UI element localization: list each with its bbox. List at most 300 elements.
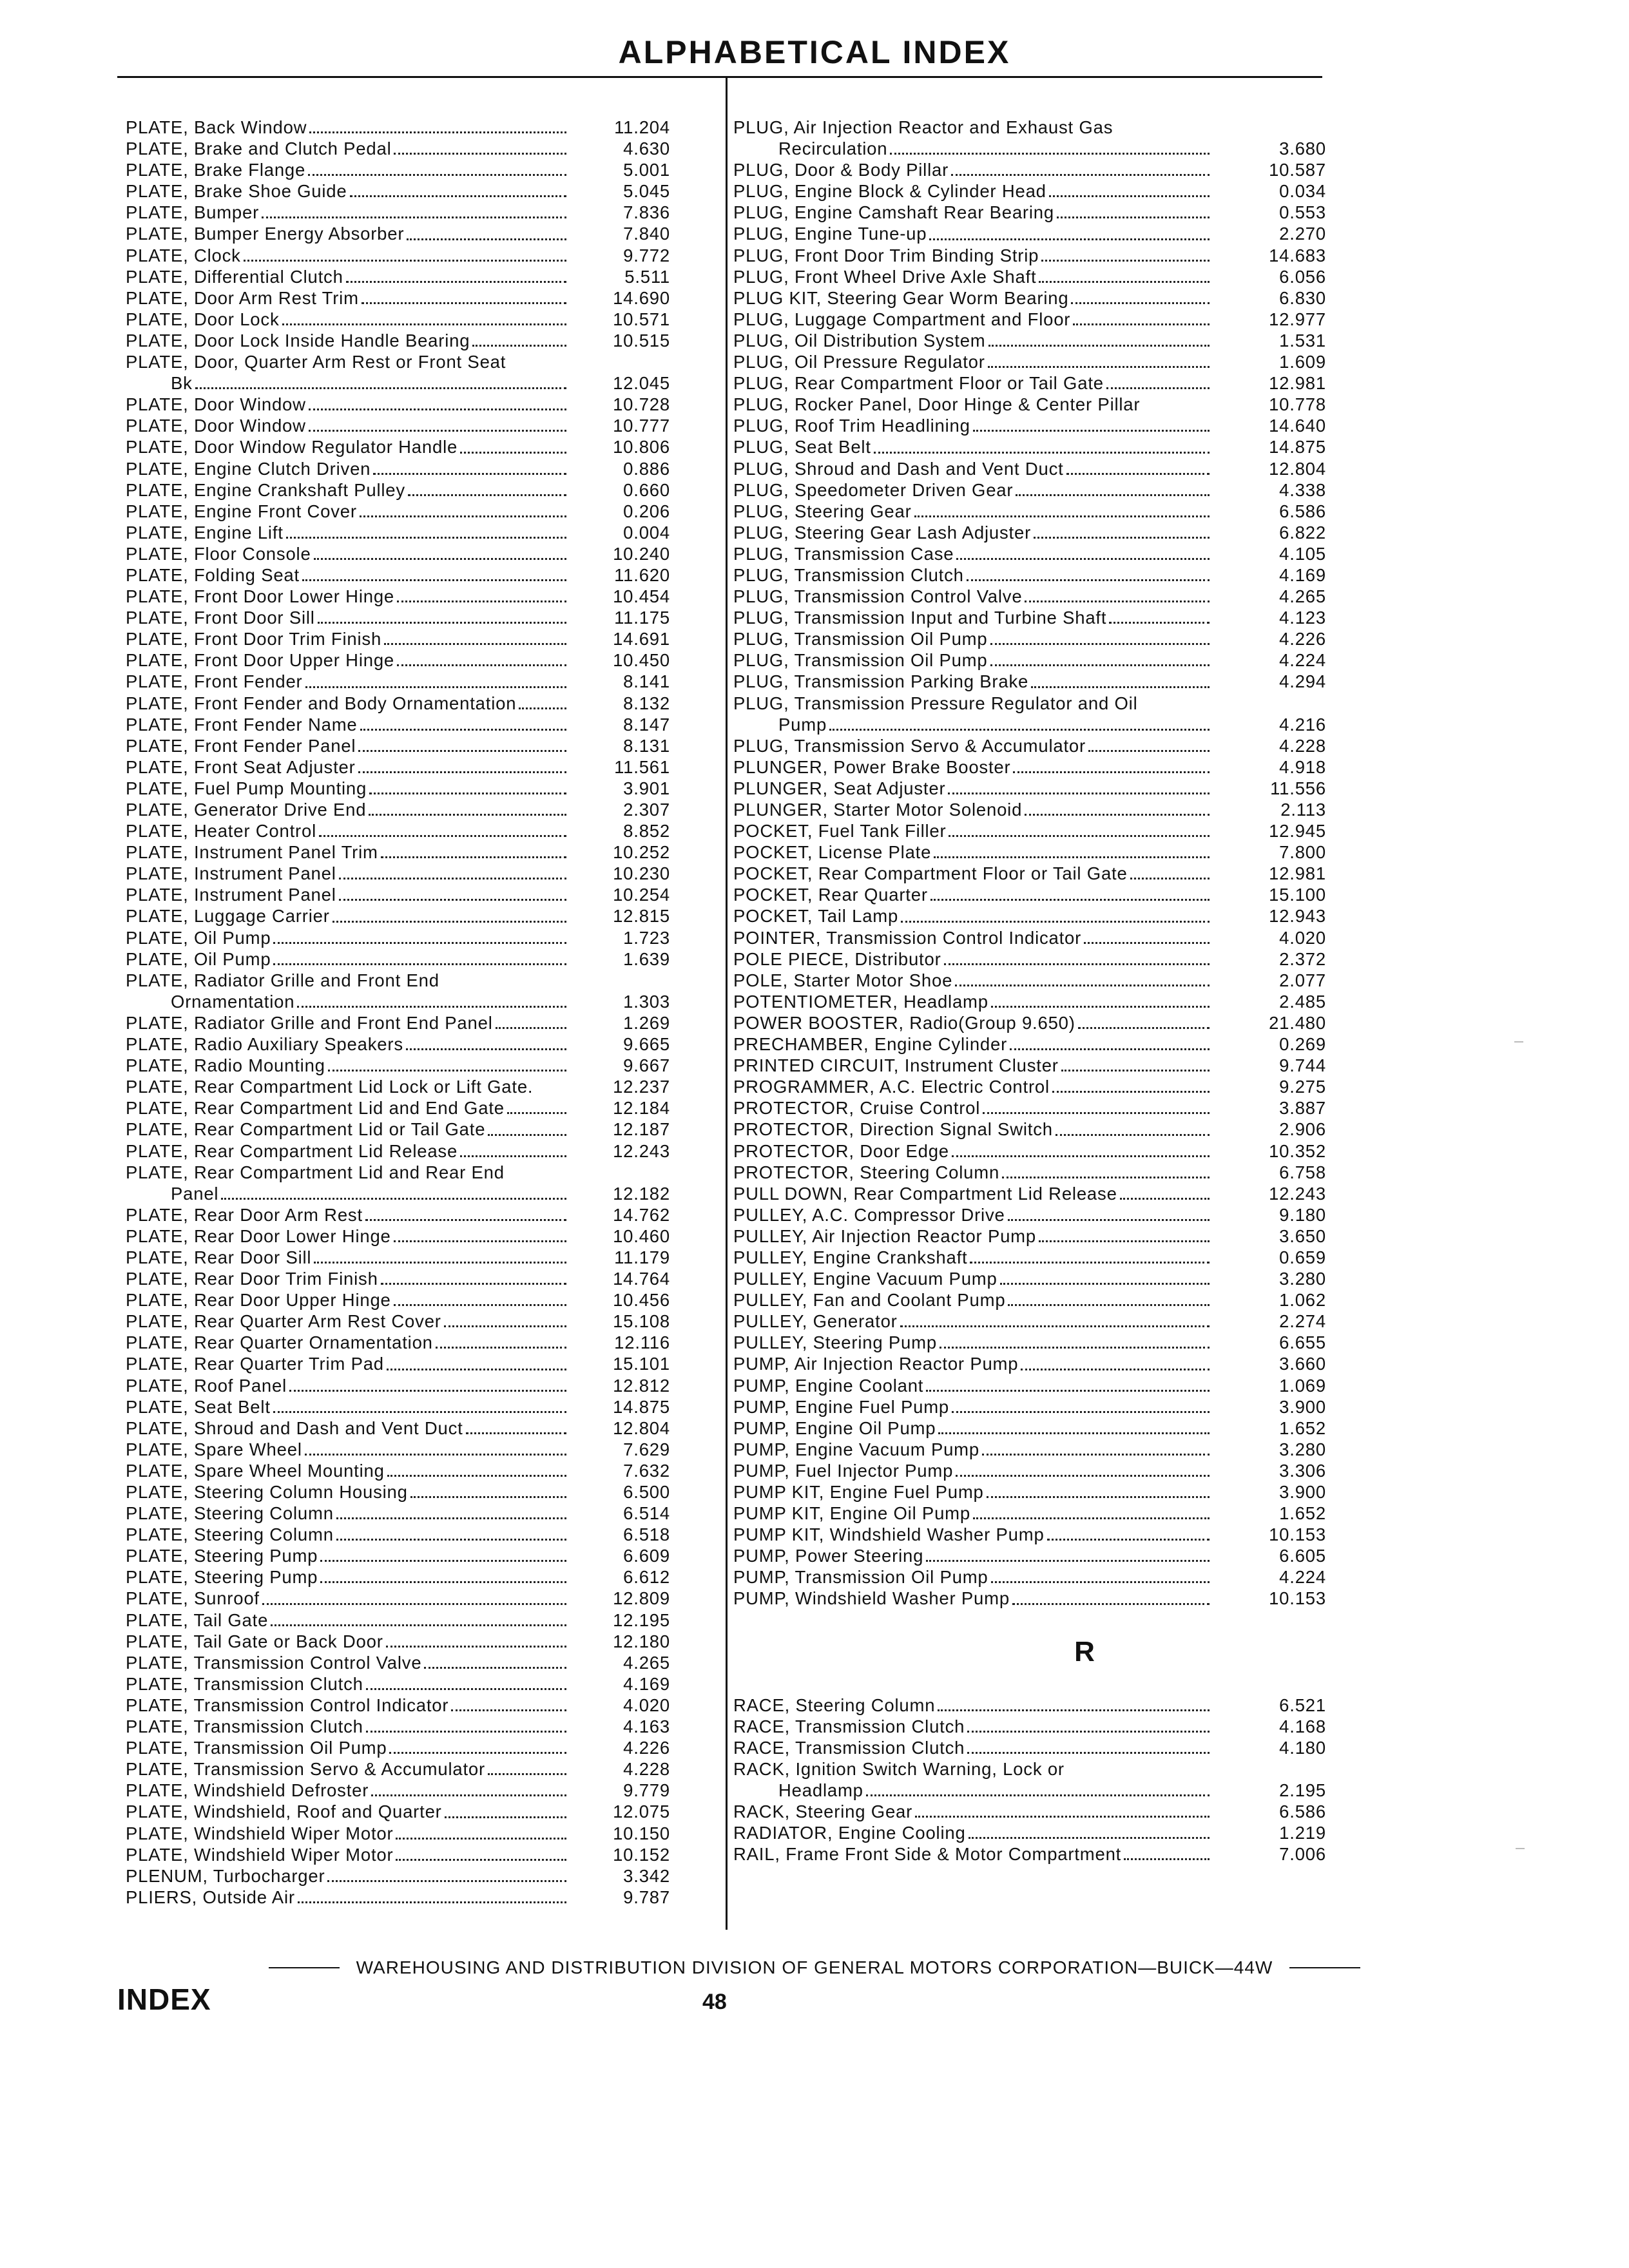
entry-name: PLATE, Door, Quarter Arm Rest or Front Seat xyxy=(126,352,506,372)
entry-reference-number: 15.108 xyxy=(613,1311,670,1332)
entry-name: PLATE, Rear Quarter Trim Pad xyxy=(126,1354,384,1374)
entry-reference-number: 9.665 xyxy=(623,1034,670,1055)
index-entry xyxy=(733,756,1326,778)
dot-leader xyxy=(369,792,566,794)
entry-name: PUMP, Air Injection Reactor Pump xyxy=(733,1354,1019,1374)
index-entry xyxy=(126,1887,670,1908)
entry-reference-number: 4.169 xyxy=(623,1673,670,1694)
entry-reference-number: 12.184 xyxy=(613,1098,670,1119)
entry-name: PUMP KIT, Engine Fuel Pump xyxy=(733,1482,984,1502)
dot-leader xyxy=(915,1815,1210,1818)
entry-name: PLUG, Air Injection Reactor and Exhaust Gas xyxy=(733,117,1113,137)
dot-leader xyxy=(914,515,1210,517)
dot-leader xyxy=(389,1751,566,1754)
index-entry xyxy=(126,1801,670,1822)
entry-reference-number: 11.204 xyxy=(614,117,670,137)
entry-name: PLATE, Rear Compartment Lid and Rear End xyxy=(126,1162,505,1182)
entry-name: PLUG, Luggage Compartment and Floor xyxy=(733,309,1071,329)
entry-name: PLUG, Engine Block & Cylinder Head xyxy=(733,181,1046,202)
entry-name: PLUG, Transmission Clutch xyxy=(733,564,964,585)
index-entry xyxy=(733,970,1326,991)
entry-reference-number: 10.240 xyxy=(613,543,670,564)
entry-reference-number: 3.280 xyxy=(1279,1439,1326,1459)
dot-leader xyxy=(271,1624,566,1626)
entry-reference-number: 2.372 xyxy=(1279,948,1326,969)
entry-name: Recirculation xyxy=(778,139,888,159)
entry-reference-number: 11.179 xyxy=(614,1247,670,1267)
dot-leader xyxy=(221,1197,566,1200)
dot-leader xyxy=(938,1709,1210,1711)
index-entry xyxy=(733,1695,1326,1716)
entry-reference-number: 4.224 xyxy=(1279,1567,1326,1588)
dot-leader xyxy=(1000,1282,1210,1285)
dot-leader xyxy=(327,1879,566,1882)
entry-name: PLATE, Clock xyxy=(126,245,241,265)
entry-name: PLATE, Rear Door Sill xyxy=(126,1247,312,1267)
dot-leader xyxy=(1039,280,1210,283)
entry-reference-number: 0.034 xyxy=(1279,181,1326,202)
footer-section-label: INDEX xyxy=(117,1983,211,2016)
entry-name: POWER BOOSTER, Radio(Group 9.650) xyxy=(733,1012,1075,1033)
entry-name: PLATE, Seat Belt xyxy=(126,1396,271,1417)
index-entry xyxy=(733,1524,1326,1545)
entry-name: PLATE, Transmission Clutch xyxy=(126,1716,363,1737)
dot-leader xyxy=(488,1773,566,1775)
dot-leader xyxy=(955,984,1210,986)
index-entry xyxy=(126,351,670,372)
index-entry xyxy=(733,1268,1326,1289)
index-entry xyxy=(733,586,1326,607)
entry-reference-number: 6.605 xyxy=(1279,1546,1326,1566)
dot-leader xyxy=(901,920,1210,923)
entry-name: PLATE, Brake Shoe Guide xyxy=(126,181,347,202)
index-entry xyxy=(126,1225,670,1247)
dot-leader xyxy=(951,173,1210,176)
index-entry xyxy=(126,245,670,266)
index-entry xyxy=(126,671,670,692)
dot-leader xyxy=(1039,1240,1210,1242)
scan-mark xyxy=(1514,1041,1523,1043)
entry-name: PLATE, Engine Clutch Driven xyxy=(126,458,371,479)
index-entry xyxy=(126,1162,670,1183)
entry-reference-number: 9.772 xyxy=(623,245,670,265)
dot-leader xyxy=(1073,323,1210,325)
dot-leader xyxy=(195,387,566,389)
index-entry xyxy=(733,927,1326,948)
dot-leader xyxy=(991,1005,1210,1008)
dot-leader xyxy=(967,1751,1210,1754)
index-entry xyxy=(126,180,670,202)
entry-name: PRINTED CIRCUIT, Instrument Cluster xyxy=(733,1055,1059,1076)
entry-reference-number: 4.168 xyxy=(1279,1716,1326,1736)
entry-reference-number: 11.556 xyxy=(1270,778,1326,798)
entry-reference-number: 14.875 xyxy=(1269,437,1326,457)
dot-leader xyxy=(445,1816,566,1818)
dot-leader xyxy=(990,642,1210,645)
index-entry xyxy=(126,1033,670,1055)
entry-name: PLUG, Transmission Parking Brake xyxy=(733,671,1029,692)
index-entry xyxy=(733,1055,1326,1076)
entry-name: PLUG, Rocker Panel, Door Hinge & Center Pillar xyxy=(733,394,1141,415)
entry-reference-number: 0.659 xyxy=(1279,1247,1326,1267)
index-entry xyxy=(733,1076,1326,1097)
index-entry xyxy=(126,1758,670,1780)
index-entry xyxy=(733,180,1326,202)
index-entry xyxy=(126,1844,670,1865)
entry-name: PLATE, Front Fender and Body Ornamentation xyxy=(126,693,517,713)
index-entry xyxy=(126,1588,670,1609)
entry-reference-number: 14.691 xyxy=(613,629,670,649)
index-entry xyxy=(126,1247,670,1268)
index-entry xyxy=(126,820,670,841)
entry-name: PROGRAMMER, A.C. Electric Control xyxy=(733,1077,1050,1097)
index-entry xyxy=(126,1353,670,1374)
entry-name: PUMP, Engine Coolant xyxy=(733,1375,924,1396)
entry-reference-number: 4.294 xyxy=(1279,671,1326,692)
index-entry xyxy=(126,756,670,778)
entry-name: PLATE, Instrument Panel xyxy=(126,885,336,905)
index-entry xyxy=(733,991,1326,1012)
entry-reference-number: 4.630 xyxy=(623,139,670,159)
index-entry xyxy=(126,1140,670,1162)
entry-reference-number: 14.640 xyxy=(1269,416,1326,436)
dot-leader xyxy=(952,1155,1210,1157)
entry-reference-number: 6.655 xyxy=(1279,1332,1326,1353)
entry-name: PLATE, Rear Quarter Arm Rest Cover xyxy=(126,1311,441,1332)
index-entry xyxy=(126,458,670,479)
index-entry xyxy=(733,1801,1326,1822)
entry-name: PULLEY, Air Injection Reactor Pump xyxy=(733,1225,1036,1246)
entry-name: PLUG, Transmission Servo & Accumulator xyxy=(733,735,1086,756)
dot-leader xyxy=(1047,1538,1210,1541)
dot-leader xyxy=(890,152,1210,155)
dot-leader xyxy=(952,1410,1210,1413)
plug-pump-entries xyxy=(733,117,1326,1610)
entry-reference-number: 12.804 xyxy=(1269,458,1326,479)
index-entry xyxy=(126,841,670,863)
index-entry xyxy=(126,372,670,394)
index-entry xyxy=(126,266,670,287)
dot-leader xyxy=(451,1709,566,1711)
dot-leader xyxy=(496,1026,566,1029)
entry-name: PLATE, Tail Gate xyxy=(126,1610,269,1630)
entry-name: PLATE, Rear Compartment Lid Lock or Lift Gate. xyxy=(126,1077,534,1097)
dot-leader xyxy=(394,1240,566,1242)
index-entry xyxy=(733,778,1326,799)
index-entry xyxy=(733,330,1326,351)
entry-name: PLATE, Front Door Trim Finish xyxy=(126,629,382,649)
entry-name: PROTECTOR, Cruise Control xyxy=(733,1098,981,1119)
entry-name: PLATE, Windshield, Roof and Quarter xyxy=(126,1802,442,1822)
index-entry xyxy=(126,394,670,415)
entry-name: Bk xyxy=(171,373,193,394)
entry-reference-number: 0.004 xyxy=(623,522,670,543)
entry-reference-number: 12.804 xyxy=(613,1418,670,1438)
index-entry xyxy=(733,436,1326,457)
entry-name: PULLEY, Engine Vacuum Pump xyxy=(733,1269,998,1289)
entry-name: PLATE, Heater Control xyxy=(126,821,316,841)
entry-name: PUMP, Fuel Injector Pump xyxy=(733,1460,954,1481)
entry-reference-number: 4.338 xyxy=(1279,479,1326,500)
dot-leader xyxy=(373,472,566,475)
entry-name: Panel xyxy=(171,1183,219,1204)
entry-reference-number: 12.977 xyxy=(1269,309,1326,329)
dot-leader xyxy=(366,1687,566,1690)
entry-name: PLATE, Differential Clutch xyxy=(126,266,343,287)
index-entry xyxy=(126,501,670,522)
dot-leader xyxy=(948,792,1210,794)
index-entry xyxy=(126,543,670,564)
dot-leader xyxy=(1016,494,1210,496)
dot-leader xyxy=(371,1794,566,1796)
dot-leader xyxy=(973,1517,1210,1519)
dot-leader xyxy=(394,152,566,155)
entry-name: PLATE, Folding Seat xyxy=(126,564,300,585)
entry-reference-number: 7.800 xyxy=(1279,842,1326,863)
dot-leader xyxy=(1055,1133,1210,1136)
entry-reference-number: 21.480 xyxy=(1269,1012,1326,1033)
entry-reference-number: 7.840 xyxy=(623,224,670,244)
entry-reference-number: 14.762 xyxy=(613,1204,670,1225)
dot-leader xyxy=(314,557,566,560)
index-entry xyxy=(126,309,670,330)
index-entry xyxy=(126,884,670,905)
index-entry xyxy=(126,1716,670,1737)
index-entry xyxy=(733,415,1326,436)
index-entry xyxy=(126,799,670,820)
entry-name: POLE, Starter Motor Shoe xyxy=(733,970,953,990)
entry-reference-number: 8.132 xyxy=(623,693,670,713)
entry-reference-number: 10.153 xyxy=(1269,1524,1326,1545)
entry-name: PLATE, Luggage Carrier xyxy=(126,906,330,927)
entry-name: PLATE, Door Arm Rest Trim xyxy=(126,287,359,308)
index-entry xyxy=(126,1204,670,1225)
entry-name: PLUG, Transmission Control Valve xyxy=(733,586,1023,607)
index-entry xyxy=(733,458,1326,479)
page-number: 48 xyxy=(702,1990,727,2014)
entry-name: PLATE, Front Fender xyxy=(126,671,303,692)
index-entry xyxy=(733,309,1326,330)
index-entry xyxy=(126,693,670,714)
index-entry xyxy=(126,1375,670,1396)
entry-name: PLATE, Front Door Lower Hinge xyxy=(126,586,395,607)
entry-name: PLUG KIT, Steering Gear Worm Bearing xyxy=(733,287,1069,308)
entry-reference-number: 6.056 xyxy=(1279,266,1326,287)
footer-publisher-line xyxy=(0,1957,1629,1978)
index-entry xyxy=(733,1289,1326,1311)
index-entry xyxy=(126,1652,670,1673)
index-entry xyxy=(733,1758,1326,1780)
dot-leader xyxy=(273,1410,566,1413)
entry-reference-number: 10.230 xyxy=(613,863,670,884)
entry-reference-number: 4.265 xyxy=(1279,586,1326,607)
dot-leader xyxy=(339,877,566,879)
entry-name: PUMP, Transmission Oil Pump xyxy=(733,1567,988,1588)
entry-name: PUMP, Windshield Washer Pump xyxy=(733,1588,1010,1609)
entry-name: PLUG, Transmission Case xyxy=(733,543,954,564)
dot-leader xyxy=(1061,1069,1210,1072)
dot-leader xyxy=(1010,1048,1210,1050)
dot-leader xyxy=(982,1453,1210,1456)
entry-reference-number: 10.777 xyxy=(613,416,670,436)
entry-name: PLUNGER, Seat Adjuster xyxy=(733,778,946,798)
entry-reference-number: 2.274 xyxy=(1279,1311,1326,1332)
entry-name: PLATE, Instrument Panel xyxy=(126,863,336,884)
entry-name: PLATE, Engine Lift xyxy=(126,522,284,543)
index-entry xyxy=(733,1311,1326,1332)
entry-reference-number: 12.243 xyxy=(1269,1183,1326,1204)
dot-leader xyxy=(358,749,566,752)
index-entry xyxy=(126,117,670,138)
index-entry xyxy=(733,1353,1326,1374)
dot-leader xyxy=(466,1432,566,1434)
index-entry xyxy=(733,1097,1326,1119)
entry-name: PLATE, Rear Door Upper Hinge xyxy=(126,1290,391,1311)
entry-name: PLUG, Door & Body Pillar xyxy=(733,160,949,180)
entry-reference-number: 14.764 xyxy=(613,1269,670,1289)
dot-leader xyxy=(396,1837,566,1840)
entry-name: RADIATOR, Engine Cooling xyxy=(733,1823,966,1843)
entry-reference-number: 4.265 xyxy=(623,1652,670,1673)
index-entry xyxy=(126,479,670,501)
index-entry xyxy=(733,799,1326,820)
index-entry xyxy=(733,522,1326,543)
entry-name: PLUG, Front Door Trim Binding Strip xyxy=(733,245,1039,265)
dot-leader xyxy=(519,707,566,709)
index-entry xyxy=(126,1012,670,1033)
dot-leader xyxy=(387,1474,566,1477)
index-entry xyxy=(126,735,670,756)
entry-reference-number: 10.456 xyxy=(613,1290,670,1311)
dot-leader xyxy=(967,1730,1210,1733)
dot-leader xyxy=(309,408,566,410)
index-entry xyxy=(126,287,670,309)
dot-leader xyxy=(346,280,566,283)
index-entry xyxy=(733,117,1326,138)
dot-leader xyxy=(394,1303,566,1306)
index-entry xyxy=(733,671,1326,692)
entry-name: PLATE, Generator Drive End xyxy=(126,800,367,820)
entry-reference-number: 3.280 xyxy=(1279,1269,1326,1289)
index-entry xyxy=(733,351,1326,372)
index-entry xyxy=(126,1439,670,1460)
entry-reference-number: 1.062 xyxy=(1279,1290,1326,1311)
entry-reference-number: 1.219 xyxy=(1279,1823,1326,1843)
index-entry xyxy=(733,1247,1326,1268)
entry-name: PLATE, Shroud and Dash and Vent Duct xyxy=(126,1418,463,1438)
entry-reference-number: 5.511 xyxy=(624,266,670,287)
entry-reference-number: 10.352 xyxy=(1269,1140,1326,1161)
entry-name: PLATE, Front Seat Adjuster xyxy=(126,756,356,777)
entry-name: PUMP, Engine Fuel Pump xyxy=(733,1396,950,1417)
index-entry xyxy=(733,1225,1326,1247)
entry-reference-number: 9.779 xyxy=(623,1780,670,1801)
dot-leader xyxy=(983,1111,1210,1114)
entry-reference-number: 6.521 xyxy=(1279,1695,1326,1715)
entry-reference-number: 4.163 xyxy=(623,1716,670,1737)
entry-reference-number: 10.252 xyxy=(613,842,670,863)
entry-name: PULLEY, Generator xyxy=(733,1311,898,1332)
dot-leader xyxy=(408,494,566,496)
entry-reference-number: 2.113 xyxy=(1280,800,1326,820)
index-entry xyxy=(733,1162,1326,1183)
entry-name: PLATE, Transmission Control Valve xyxy=(126,1652,422,1673)
entry-reference-number: 0.269 xyxy=(1279,1034,1326,1055)
index-entry xyxy=(733,159,1326,180)
dot-leader xyxy=(318,621,566,624)
dot-leader xyxy=(956,1474,1210,1477)
entry-reference-number: 8.131 xyxy=(623,735,670,756)
entry-reference-number: 7.006 xyxy=(1279,1844,1326,1865)
index-entry xyxy=(126,1289,670,1311)
entry-name: PULL DOWN, Rear Compartment Lid Release xyxy=(733,1183,1117,1204)
dot-leader xyxy=(1031,686,1210,688)
entry-reference-number: 4.020 xyxy=(623,1695,670,1715)
dot-leader xyxy=(1084,941,1210,944)
entry-reference-number: 6.612 xyxy=(623,1567,670,1588)
index-entry xyxy=(733,202,1326,223)
dot-leader xyxy=(1025,813,1210,816)
entry-reference-number: 3.901 xyxy=(623,778,670,798)
dot-leader xyxy=(387,1368,566,1370)
entry-reference-number: 7.836 xyxy=(623,202,670,223)
dot-leader xyxy=(1021,1368,1210,1370)
entry-name: PLATE, Transmission Oil Pump xyxy=(126,1738,387,1758)
entry-name: PLATE, Radiator Grille and Front End xyxy=(126,970,439,990)
footer-rule-left xyxy=(269,1967,340,1968)
dot-leader xyxy=(926,1559,1210,1562)
entry-reference-number: 3.680 xyxy=(1279,139,1326,159)
dot-leader xyxy=(1071,302,1210,304)
entry-reference-number: 10.587 xyxy=(1269,160,1326,180)
entry-name: PLATE, Door Lock xyxy=(126,309,280,329)
entry-name: PLATE, Front Door Sill xyxy=(126,608,315,628)
entry-name: PLATE, Tail Gate or Back Door xyxy=(126,1631,383,1651)
index-entry xyxy=(733,735,1326,756)
dot-leader xyxy=(967,579,1210,581)
entry-name: RACE, Transmission Clutch xyxy=(733,1716,965,1736)
entry-reference-number: 3.887 xyxy=(1279,1098,1326,1119)
dot-leader xyxy=(1057,216,1210,218)
entry-reference-number: 2.077 xyxy=(1279,970,1326,990)
entry-name: POLE PIECE, Distributor xyxy=(733,948,941,969)
dot-leader xyxy=(1049,195,1210,197)
entry-reference-number: 12.981 xyxy=(1269,373,1326,394)
entry-name: PLATE, Back Window xyxy=(126,117,307,137)
dot-leader xyxy=(535,1092,566,1093)
dot-leader xyxy=(319,834,566,837)
entry-reference-number: 12.943 xyxy=(1269,906,1326,927)
index-entry xyxy=(126,607,670,628)
entry-name: PLATE, Front Door Upper Hinge xyxy=(126,650,395,671)
index-entry xyxy=(733,948,1326,970)
index-entry xyxy=(126,202,670,223)
index-entry xyxy=(733,841,1326,863)
dot-leader xyxy=(444,1325,566,1327)
entry-name: PLATE, Steering Pump xyxy=(126,1546,318,1566)
index-entry xyxy=(126,1268,670,1289)
entry-reference-number: 10.515 xyxy=(613,330,670,351)
entry-name: PLUG, Steering Gear Lash Adjuster xyxy=(733,522,1032,543)
index-entry xyxy=(126,1673,670,1695)
index-entry xyxy=(126,522,670,543)
entry-name: POCKET, Rear Compartment Floor or Tail Gate xyxy=(733,863,1128,884)
entry-name: PLUG, Speedometer Driven Gear xyxy=(733,479,1014,500)
dot-leader xyxy=(397,664,566,666)
title-rule xyxy=(117,76,1322,78)
dot-leader xyxy=(460,451,566,454)
entry-reference-number: 3.650 xyxy=(1279,1225,1326,1246)
